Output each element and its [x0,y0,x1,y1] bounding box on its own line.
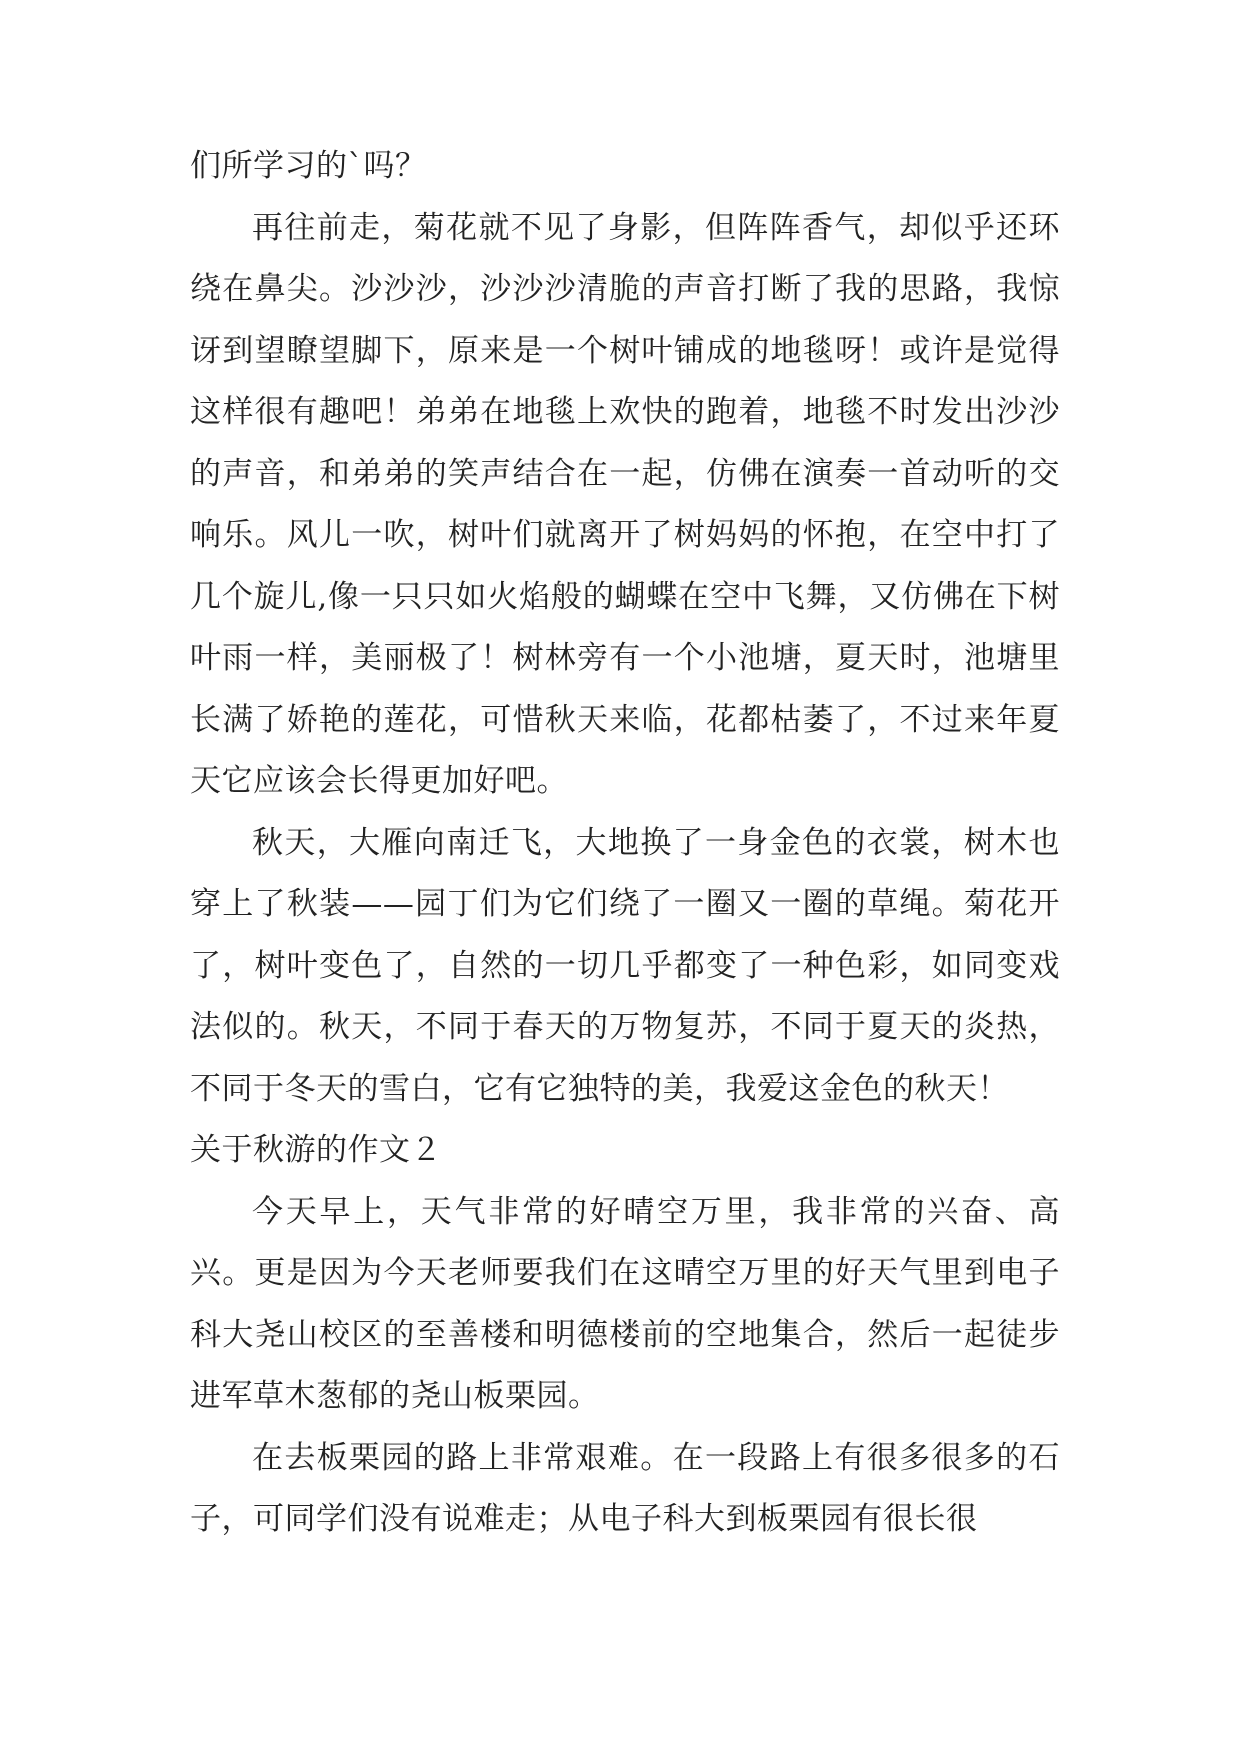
body-paragraph: 再往前走，菊花就不见了身影，但阵阵香气，却似乎还环绕在鼻尖。沙沙沙，沙沙沙清脆的声音打断了我的思路，我惊讶到望瞭望脚下，原来是一个树叶铺成的地毯呀！或许是觉得这样很有趣吧！弟弟在地毯上欢快的跑着，地毯不时发出沙沙的声音，和弟弟的笑声结合在一起，仿佛在演奏一首动听的交响乐。风儿一吹，树叶们就离开了树妈妈的怀抱，在空中打了几个旋儿,像一只只如火焰般的蝴蝶在空中飞舞，又仿佛在下树叶雨一样，美丽极了！树林旁有一个小池塘，夏天时，池塘里长满了娇艳的莲花，可惜秋天来临，花都枯萎了，不过来年夏天它应该会长得更加好吧。 [190,209,1060,799]
body-paragraph: 在去板栗园的路上非常艰难。在一段路上有很多很多的石子，可同学们没有说难走；从电子科大到板栗园有很长很 [190,1439,1060,1537]
section-heading: 关于秋游的作文２ [190,1132,442,1168]
continuation-paragraph: 们所学习的`吗？ [190,148,427,184]
body-paragraph: 今天早上，天气非常的好晴空万里，我非常的兴奋、高兴。更是因为今天老师要我们在这晴空万里的好天气里到电子科大尧山校区的至善楼和明德楼前的空地集合，然后一起徒步进军草木葱郁的尧山板栗园。 [190,1193,1060,1414]
document-body [190,136,1060,1551]
body-paragraph: 秋天，大雁向南迁飞，大地换了一身金色的衣裳，树木也穿上了秋装——园丁们为它们绕了一圈又一圈的草绳。菊花开了，树叶变色了，自然的一切几乎都变了一种色彩，如同变戏法似的。秋天，不同于春天的万物复苏，不同于夏天的炎热，不同于冬天的雪白，它有它独特的美，我爱这金色的秋天！ [190,824,1060,1107]
